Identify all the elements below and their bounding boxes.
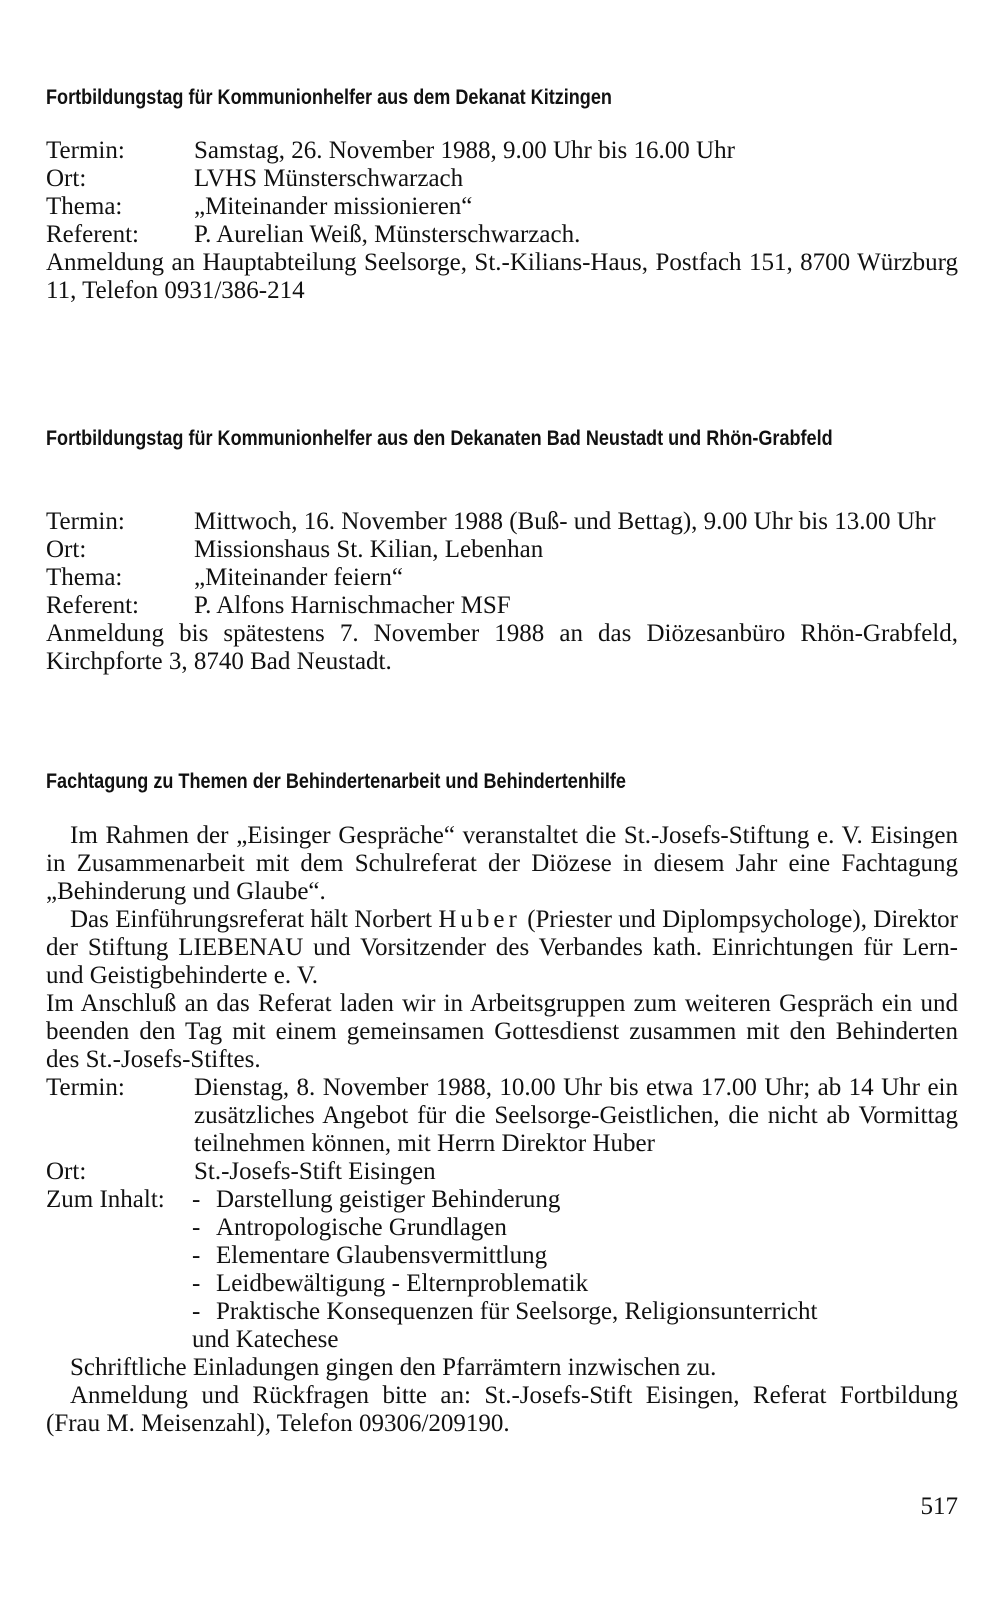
section-3-paragraph-3: Im Anschluß an das Referat laden wir in Arbeitsgruppen zum weiteren Gespräch ein und beenden den Tag mit einem gemeinsamen Gottesdienst zusammen mit den Behinderten des St.-Josefs-Stiftes.	[46, 990, 958, 1073]
termin-value: Dienstag, 8. November 1988, 10.00 Uhr bis etwa 17.00 Uhr; ab 14 Uhr ein zusätzliches Angebot für die Seelsorge-Geistlichen, die nicht ab Vormittag teilnehmen können, mit Herrn Direktor Huber	[194, 1074, 958, 1157]
section-1-thema-row	[46, 193, 958, 221]
section-3-anmeldung: Anmeldung und Rückfragen bitte an: St.-Josefs-Stift Eisingen, Referat Fortbildung (Frau M. Meisenzahl), Telefon 09306/209190.	[46, 1382, 958, 1437]
ort-value: LVHS Münsterschwarzach	[194, 165, 464, 192]
section-1-anmeldung: Anmeldung an Hauptabteilung Seelsorge, St.-Kilians-Haus, Postfach 151, 8700 Würzburg 11, Telefon 0931/386-214	[46, 249, 958, 304]
termin-label: Termin:	[46, 1074, 125, 1101]
section-3-paragraph-1: Im Rahmen der „Eisinger Gespräche“ veranstaltet die St.-Josefs-Stiftung e. V. Eisingen in Zusammenarbeit mit dem Schulreferat der Diözese in diesem Jahr eine Fachtagung „Behinderung und Glaube“.	[46, 822, 958, 905]
list-item: - Darstellung geistiger Behinderung	[192, 1186, 561, 1213]
paragraph-2-start: Das Einführungsreferat hält Norbert	[70, 906, 432, 933]
thema-value: „Miteinander feiern“	[194, 564, 403, 591]
section-1-termin-row	[46, 137, 958, 165]
document-page	[46, 0, 958, 1622]
page-number: 517	[920, 1493, 958, 1520]
termin-value: Mittwoch, 16. November 1988 (Buß- und Bettag), 9.00 Uhr bis 13.00 Uhr	[194, 508, 936, 535]
referent-label: Referent:	[46, 221, 140, 248]
section-3-termin-row	[46, 1074, 958, 1158]
section-1-ort-row	[46, 165, 958, 193]
section-3-title: Fachtagung zu Themen der Behindertenarbeit und Behindertenhilfe	[46, 770, 626, 793]
ort-label: Ort:	[46, 536, 87, 563]
thema-label: Thema:	[46, 564, 123, 591]
ort-value: Missionshaus St. Kilian, Lebenhan	[194, 536, 544, 563]
section-1-referent-row	[46, 221, 958, 249]
ort-label: Ort:	[46, 1158, 87, 1185]
section-1-details	[46, 137, 958, 305]
inhalt-list-wrapper	[192, 1186, 958, 1354]
list-item: - Praktische Konsequenzen für Seelsorge, Religionsunterricht	[192, 1298, 818, 1325]
section-3-paragraph-2	[46, 906, 958, 990]
dash-marker: -	[192, 1186, 201, 1213]
inhalt-tail: und Katechese	[192, 1326, 339, 1353]
list-item: - Leidbewältigung - Elternproblematik	[192, 1270, 589, 1297]
section-3-ort-row	[46, 1158, 958, 1186]
ort-value: St.-Josefs-Stift Eisingen	[194, 1158, 436, 1185]
list-item: - Antropologische Grundlagen	[192, 1214, 507, 1241]
section-2-referent-row	[46, 592, 958, 620]
list-item: - Elementare Glaubensvermittlung	[192, 1242, 548, 1269]
section-1-title: Fortbildungstag für Kommunionhelfer aus dem Dekanat Kitzingen	[46, 86, 612, 109]
dash-marker: -	[192, 1242, 201, 1269]
dash-marker: -	[192, 1214, 201, 1241]
inhalt-label: Zum Inhalt:	[46, 1186, 165, 1213]
dash-marker: -	[192, 1270, 201, 1297]
section-2-details	[46, 508, 958, 676]
termin-label: Termin:	[46, 137, 125, 164]
paragraph-2-end: (Priester und Diplompsychologe), Direktor der Stiftung LIEBENAU und Vorsitzender des Verbandes kath. Einrichtungen für Lern- und Geistigbehinderte e. V.	[46, 906, 958, 989]
section-2-termin-row	[46, 508, 958, 536]
ort-label: Ort:	[46, 165, 87, 192]
section-2-title: Fortbildungstag für Kommunionhelfer aus den Dekanaten Bad Neustadt und Rhön-Grabfeld	[46, 427, 833, 450]
thema-value: „Miteinander missionieren“	[194, 193, 473, 220]
dash-marker: -	[192, 1298, 201, 1325]
referent-label: Referent:	[46, 592, 140, 619]
termin-value: Samstag, 26. November 1988, 9.00 Uhr bis 16.00 Uhr	[194, 137, 735, 164]
inhalt-list	[192, 1186, 958, 1326]
section-2-thema-row	[46, 564, 958, 592]
section-3-inhalt-row	[46, 1186, 958, 1354]
section-3-body	[46, 822, 958, 1438]
speaker-name: Huber	[438, 906, 521, 933]
referent-value: P. Aurelian Weiß, Münsterschwarzach.	[194, 221, 581, 248]
termin-label: Termin:	[46, 508, 125, 535]
referent-value: P. Alfons Harnischmacher MSF	[194, 592, 511, 619]
section-2-anmeldung: Anmeldung bis spätestens 7. November 1988 an das Diözesanbüro Rhön-Grabfeld, Kirchpforte 3, 8740 Bad Neustadt.	[46, 620, 958, 675]
section-2-ort-row	[46, 536, 958, 564]
section-3-einladungen: Schriftliche Einladungen gingen den Pfarrämtern inzwischen zu.	[70, 1354, 717, 1381]
thema-label: Thema:	[46, 193, 123, 220]
